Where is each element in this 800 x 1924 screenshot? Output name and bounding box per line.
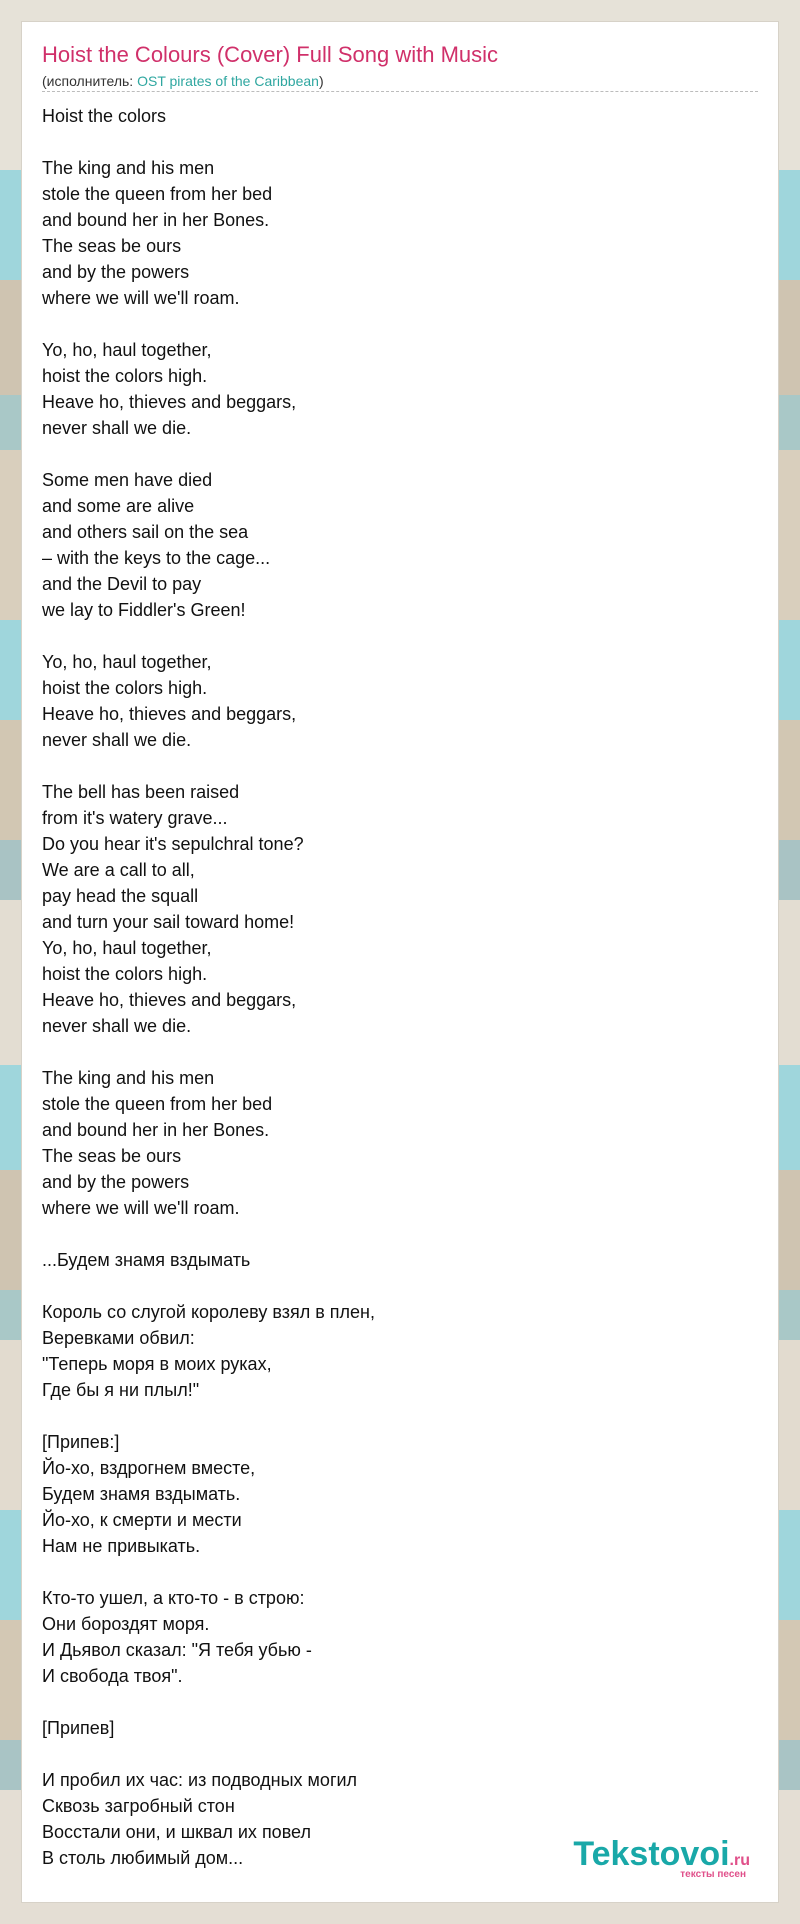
- artist-prefix: (исполнитель:: [42, 73, 138, 89]
- song-lyrics: Hoist the colors The king and his men stole the queen from her bed and bound her in her Bones. The seas be ours and by the powers where we will we'll roam. Yo, ho, haul together, hoist the colors high. Heave ho, thieves and beggars, never shall we die. Some men have died and some are alive and others sail on the sea – with the keys to the cage... and the Devil to pay we lay to Fiddler's Green! Yo, ho, haul together, hoist the colors high. Heave ho, thieves and beggars, never shall we die. The bell has been raised from it's watery grave... Do you hear it's sepulchral tone? We are a call to all, pay head the squall and turn your sail toward home! Yo, ho, haul together, hoist the colors high. Heave ho, thieves and beggars, never shall we die. The king and his men stole the queen from her bed and bound her in her Bones. The seas be ours and by the powers where we will we'll roam. ...Будем знамя вздымать Король со слугой королеву взял в плен, Веревками обвил: "Теперь моря в моих руках, Где бы я ни плыл!" [Припев:] Йо-хо, вздрогнем вместе, Будем знамя вздымать. Йо-хо, к смерти и мести Нам не привыкать. Кто-то ушел, а кто-то - в строю: Они бороздят моря. И Дьявол сказал: "Я тебя убью - И свобода твоя". [Припев] И пробил их час: из подводных могил Сквозь загробный стон Восстали они, и шквал их повел В столь любимый дом...: [42, 106, 375, 1868]
- logo-domain: .ru: [729, 1852, 750, 1869]
- title-divider: [42, 91, 758, 92]
- lyrics-card: [22, 22, 778, 1902]
- artist-suffix: ): [318, 73, 324, 89]
- site-logo[interactable]: [573, 1837, 750, 1880]
- artist-link[interactable]: OST pirates of the Caribbean: [137, 73, 319, 89]
- logo-tagline: тексты песен: [680, 1869, 746, 1880]
- logo-wordmark: Tekstovoi: [573, 1835, 730, 1873]
- page-title: Hoist the Colours (Cover) Full Song with Music: [42, 42, 499, 67]
- artist-line: [42, 73, 324, 89]
